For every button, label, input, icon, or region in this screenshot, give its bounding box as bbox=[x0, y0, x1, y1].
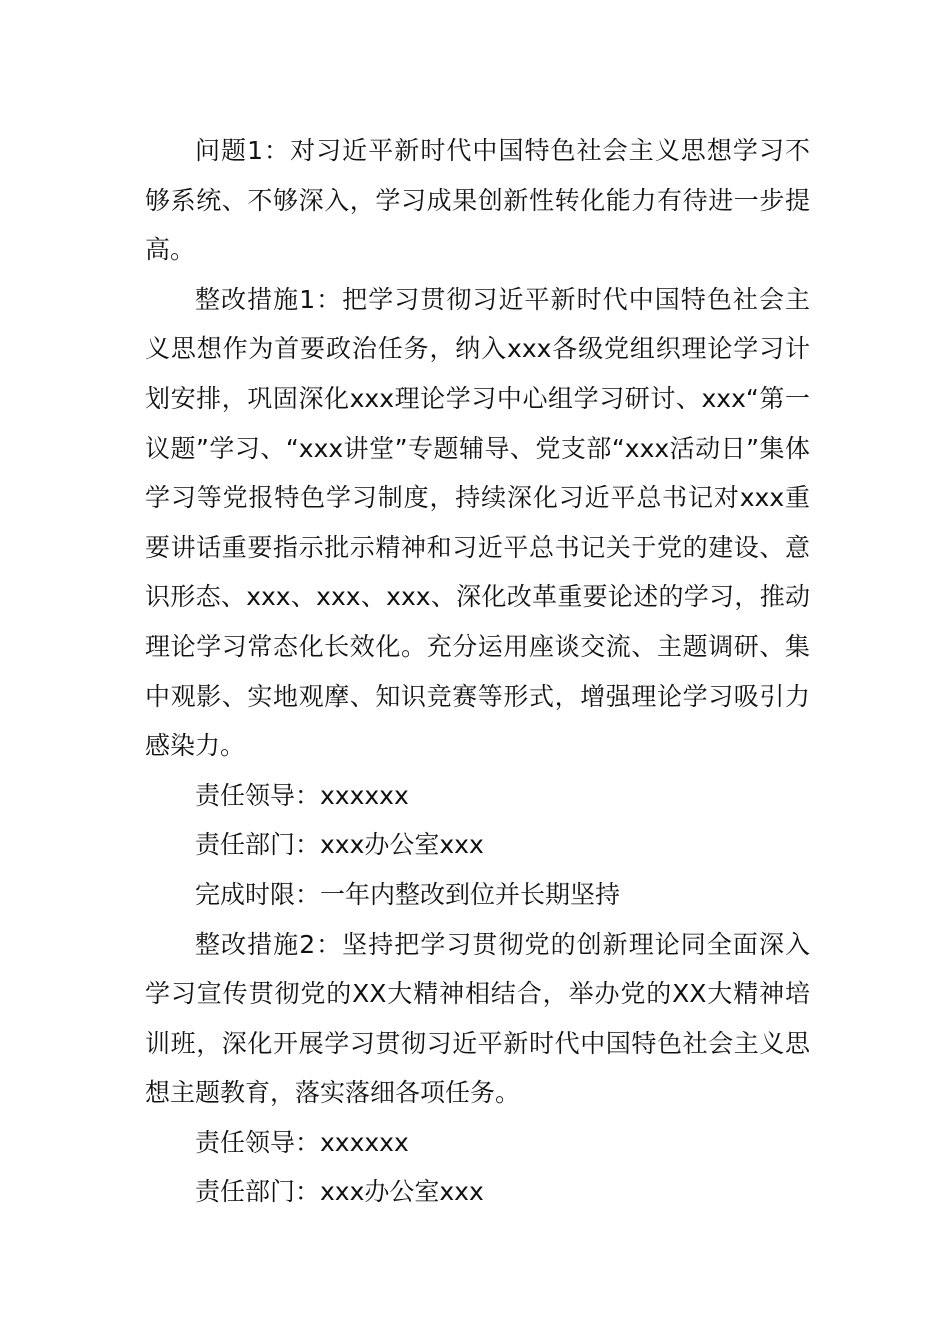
deadline-line: 完成时限：一年内整改到位并长期坚持 bbox=[195, 879, 621, 909]
measure-2-paragraph: 整改措施2：坚持把学习贯彻党的创新理论同全面深入学习宣传贯彻党的XX大精神相结合，举办党的XX大精神培训班，深化开展学习贯彻习近平新时代中国特色社会主义思想主题教育，落实落细各项任务。 bbox=[145, 929, 810, 1108]
document-body bbox=[145, 126, 810, 1217]
responsible-department-line: 责任部门：xxx办公室xxx bbox=[195, 830, 484, 860]
problem-1-paragraph: 问题1：对习近平新时代中国特色社会主义思想学习不够系统、不够深入，学习成果创新性转化能力有待进一步提高。 bbox=[145, 136, 810, 265]
measure-1-paragraph: 整改措施1：把学习贯彻习近平新时代中国特色社会主义思想作为首要政治任务，纳入xxx各级党组织理论学习计划安排，巩固深化xxx理论学习中心组学习研讨、xxx“第一议题”学习、“xxx讲堂”专题辅导、党支部“xxx活动日”集体学习等党报特色学习制度，持续深化习近平总书记对xxx重要讲话重要指示批示精神和习近平总书记关于党的建设、意识形态、xxx、xxx、xxx、深化改革重要论述的学习，推动理论学习常态化长效化。充分运用座谈交流、主题调研、集中观影、实地观摩、知识竞赛等形式，增强理论学习吸引力感染力。 bbox=[145, 284, 810, 761]
responsible-leader-line: 责任领导：xxxxxx bbox=[195, 780, 409, 810]
responsible-department-line: 责任部门：xxx办公室xxx bbox=[195, 1177, 484, 1207]
responsible-leader-line: 责任领导：xxxxxx bbox=[195, 1127, 409, 1157]
